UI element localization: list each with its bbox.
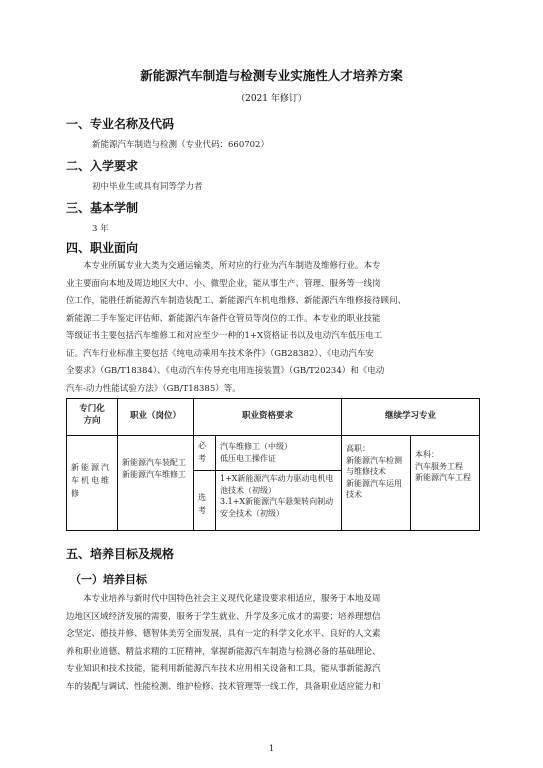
heading-duration: 三、基本学制 bbox=[66, 201, 139, 215]
page-number: 1 bbox=[268, 744, 275, 753]
paragraph-line: 本专业培养与新时代中国特色社会主义现代化建设要求相适应，服务于本地及周 bbox=[83, 594, 381, 604]
cell-positions bbox=[122, 457, 190, 480]
heading-training-goal: （一）培养目标 bbox=[70, 573, 147, 586]
required-item: 汽车维修工（中级） bbox=[220, 442, 292, 451]
paragraph-line: 位工作，能胜任新能源汽车制造装配工、新能源汽车机电维修、新能源汽车维修接待顾问、 bbox=[66, 296, 407, 306]
heading-major-name: 一、专业名称及代码 bbox=[66, 117, 175, 131]
header-direction-line: 专门化 bbox=[79, 404, 105, 414]
paragraph-line: 汽车-动力性能试验方法》（GB/T18385）等。 bbox=[66, 383, 241, 394]
position-item: 新能源汽车维修工 bbox=[122, 469, 186, 479]
heading-goals: 五、培养目标及规格 bbox=[66, 547, 175, 561]
paragraph-line: 念坚定、德技并修、德智体美劳全面发展，具有一定的科学文化水平、良好的人文素 bbox=[66, 629, 381, 639]
higher-vocational-major: 新能源汽车检测与维修技术 bbox=[346, 455, 402, 476]
undergraduate-major: 汽车服务工程 bbox=[415, 461, 463, 471]
table-divider bbox=[410, 436, 411, 530]
elective-item: 1+X新能源汽车动力驱动电机电池技术（初级） bbox=[220, 474, 334, 495]
undergraduate-major: 新能源汽车工程 bbox=[415, 473, 471, 482]
duration-text: 3 年 bbox=[92, 224, 109, 234]
table-divider bbox=[215, 436, 216, 530]
major-name-text: 新能源汽车制造与检测（专业代码：660702） bbox=[92, 140, 269, 150]
table-divider bbox=[67, 435, 479, 436]
admission-text: 初中毕业生或具有同等学力者 bbox=[92, 182, 203, 192]
cell-elective-items bbox=[220, 473, 338, 519]
header-qualification: 职业资格要求 bbox=[241, 411, 293, 421]
header-position: 职业（岗位） bbox=[129, 411, 181, 421]
elective-item: 3.1+X新能源汽车悬架转向制动安全技术（初级） bbox=[220, 497, 334, 518]
paragraph-line: 新能源二手车鉴定评估师、新能源汽车备件仓管员等岗位的工作。本专业的职业技能 bbox=[66, 313, 381, 324]
header-direction bbox=[69, 404, 115, 427]
cell-undergraduate bbox=[415, 449, 477, 484]
document-title: 新能源汽车制造与检测专业实施性人才培养方案 bbox=[140, 68, 403, 83]
cell-higher-vocational bbox=[346, 443, 408, 501]
cell-required-label: 必考 bbox=[198, 441, 206, 463]
heading-career: 四、职业面向 bbox=[66, 241, 139, 255]
undergraduate-label: 本科： bbox=[415, 450, 439, 459]
cell-elective-label: 选考 bbox=[198, 493, 206, 515]
heading-admission: 二、入学要求 bbox=[66, 159, 139, 173]
paragraph-line: 养和职业道德、精益求精的工匠精神，掌握新能源汽车制造与检测必备的基础理论、 bbox=[66, 646, 381, 657]
cell-required-items bbox=[220, 441, 338, 464]
higher-vocational-label: 高职： bbox=[346, 444, 370, 453]
paragraph-line: 业主要面向本地及周边地区大中、小、微型企业，能从事生产、管理、服务等一线岗 bbox=[66, 278, 381, 289]
cell-direction: 新能源汽车机电维修 bbox=[71, 463, 111, 498]
table-divider bbox=[193, 470, 341, 471]
header-direction-line: 方向 bbox=[83, 415, 101, 426]
document-subtitle: （2021 年修订） bbox=[236, 94, 307, 104]
position-item: 新能源汽车装配工 bbox=[122, 458, 186, 467]
header-continuing: 继续学习专业 bbox=[384, 411, 436, 421]
paragraph-line: 边地区区域经济发展的需要，服务于学生就业、升学及多元成才的需要；培养理想信 bbox=[66, 611, 381, 622]
goal-paragraph bbox=[66, 591, 480, 696]
paragraph-line: 本专业所属专业大类为交通运输类，所对应的行业为汽车制造及维修行业。本专 bbox=[83, 261, 381, 271]
career-paragraph bbox=[66, 258, 480, 398]
paragraph-line: 证。汽车行业标准主要包括《纯电动乘用车技术条件》（GB28382）、《电动汽车安 bbox=[66, 348, 374, 359]
paragraph-line: 车的装配与调试、性能检测、维护检修、技术管理等一线工作，具备职业适应能力和 bbox=[66, 681, 381, 692]
paragraph-line: 等级证书主要包括汽车维修工和对应至少一种的1+X资格证书以及电动汽车低压电工 bbox=[66, 331, 383, 341]
paragraph-line: 专业知识和技术技能，能利用新能源汽车技术应用相关设备和工具，能从事新能源汽 bbox=[66, 664, 381, 674]
career-table bbox=[66, 398, 480, 531]
paragraph-line: 全要求》（GB/T18384）、《电动汽车传导充电用连接装置》（GB/T20234）和《电动 bbox=[66, 366, 385, 376]
higher-vocational-major: 新能源汽车运用技术 bbox=[346, 478, 402, 499]
required-item: 低压电工操作证 bbox=[220, 453, 276, 463]
